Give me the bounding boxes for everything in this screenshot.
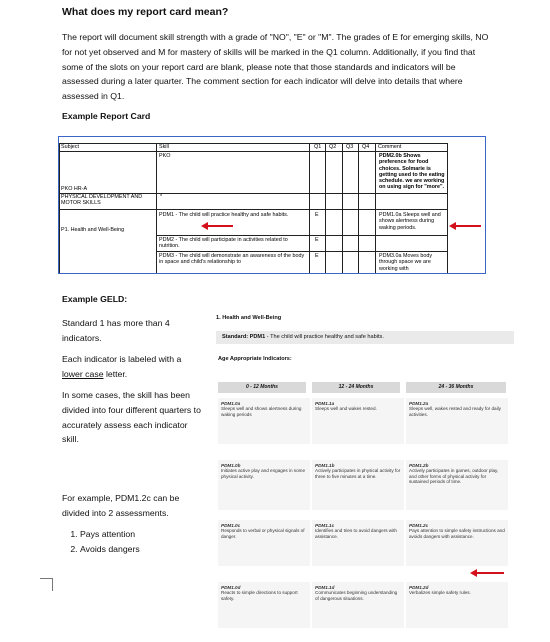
red-arrow-icon (455, 225, 481, 227)
pdm1-q1: E (315, 212, 319, 218)
geld-cell: PDM1.0d Reacts to simple directions to support safety. (218, 582, 310, 628)
geld-cell: PDM1.0b Initiates active play and engages in some physical activity. (218, 460, 310, 510)
physical-development-label: PHYSICAL DEVELOPMENT AND MOTOR SKILLS (61, 194, 143, 207)
intro-paragraph: The report will document skill strength with a grade of "NO", "E" or "M". The grades of E for emerging skills, NO for not yet observed and M for mastery of skills will be marked in the Q1 column. Additionally, if you find that some of the slots on your report card are blank, please note that those standards and indicators will be assessed during a later quarter. The comment section for each indicator will delve into details that where assessed in Q1. (62, 32, 489, 102)
geld-age-heading: Age Appropriate Indicators: (218, 356, 292, 362)
col-comment: Comment (378, 144, 402, 150)
geld-heading: 1. Health and Well-Being (216, 315, 282, 321)
pdm2-q1: E (315, 237, 319, 243)
geld-cell: PDM1.1d Communicates beginning understanding of dangerous situations. (312, 582, 404, 628)
geld-cell: PDM1.2b Actively participates in games, outdoor play, and other forms of physical activity for sustained periods of time. (406, 460, 508, 510)
side-text-standard: Standard 1 has more than 4 indicators. (62, 318, 170, 343)
pdm3-q1: E (315, 253, 319, 259)
col-skill: Skill (159, 144, 169, 150)
pko-comment: PDM2.0b Shows preference for food choices. Solmarie is getting used to the eating schedule. we are working on using sign for "more". (379, 153, 445, 191)
col-q2: Q2 (329, 144, 337, 150)
side-text-quarters: In some cases, the skill has been divided into four different quarters to accurately assess each indicator skill. (62, 390, 201, 445)
pko-label: PKO (159, 153, 171, 159)
pdm1-comment: PDM1.0a Sleeps well and shows alertness during waking periods. (379, 212, 441, 231)
health-wellbeing-label: P1. Health and Well-Being (61, 227, 125, 233)
geld-cell: PDM1.1c Identifies and tries to avoid dangers with assistance. (312, 520, 404, 566)
geld-cell: PDM1.0c Responds to verbal or physical signals of danger. (218, 520, 310, 566)
report-card-table (58, 136, 486, 274)
geld-cell: PDM1.2d Verbalizes simple safety rules. (406, 582, 508, 628)
col-subject: Subject (61, 144, 79, 150)
page-title: What does my report card mean? (62, 6, 229, 18)
red-arrow-icon (476, 572, 504, 574)
page-corner-mark (40, 578, 53, 591)
geld-cell: PDM1.1b Actively participates in physical activity for three to five minutes at a time. (312, 460, 404, 510)
geld-col-12-24: 12 - 24 Months (312, 382, 400, 393)
col-q1: Q1 (314, 144, 322, 150)
pdm3-skill: PDM3 - The child will demonstrate an awareness of the body in space and child's relationship to (159, 253, 305, 266)
red-arrow-icon (207, 225, 233, 227)
side-text-indicator: Each indicator is labeled with a lower case letter. (62, 354, 182, 379)
star-mark: * (160, 194, 163, 200)
side-text-example: For example, PDM1.2c can be divided into 2 assessments. (62, 493, 180, 518)
geld-col-24-36: 24 - 36 Months (406, 382, 506, 393)
pdm2-skill: PDM2 - The child will participate in activities related to nutrition. (159, 237, 288, 250)
geld-cell: PDM1.1a Sleeps well and wakes rested. (312, 398, 404, 444)
col-q3: Q3 (346, 144, 354, 150)
geld-cell: PDM1.2c Pays attention to simple safety instructions and avoids dangers with assistance. (406, 520, 508, 566)
side-list (62, 527, 202, 557)
geld-col-0-12: 0 - 12 Months (218, 382, 306, 393)
pdm1-skill: PDM1 - The child will practice healthy and safe habits. (159, 212, 289, 218)
geld-standard: Standard: PDM1 - The child will practice healthy and safe habits. (216, 331, 514, 344)
example-geld-heading: Example GELD: (62, 294, 128, 304)
geld-cell: PDM1.2a Sleeps well, wakes rested and ready for daily activities. (406, 398, 508, 444)
pko-hra-label: PKO HR-A (61, 186, 88, 192)
geld-cell: PDM1.0a Sleeps well and shows alertness during waking periods (218, 398, 310, 444)
pdm3-comment: PDM3.0a Moves body through space we are working with (379, 253, 433, 272)
example-report-card-heading: Example Report Card (62, 111, 151, 121)
list-item: 2. Avoids dangers (80, 542, 202, 557)
col-q4: Q4 (362, 144, 370, 150)
list-item: 1. Pays attention (80, 527, 202, 542)
geld-excerpt (206, 306, 526, 642)
